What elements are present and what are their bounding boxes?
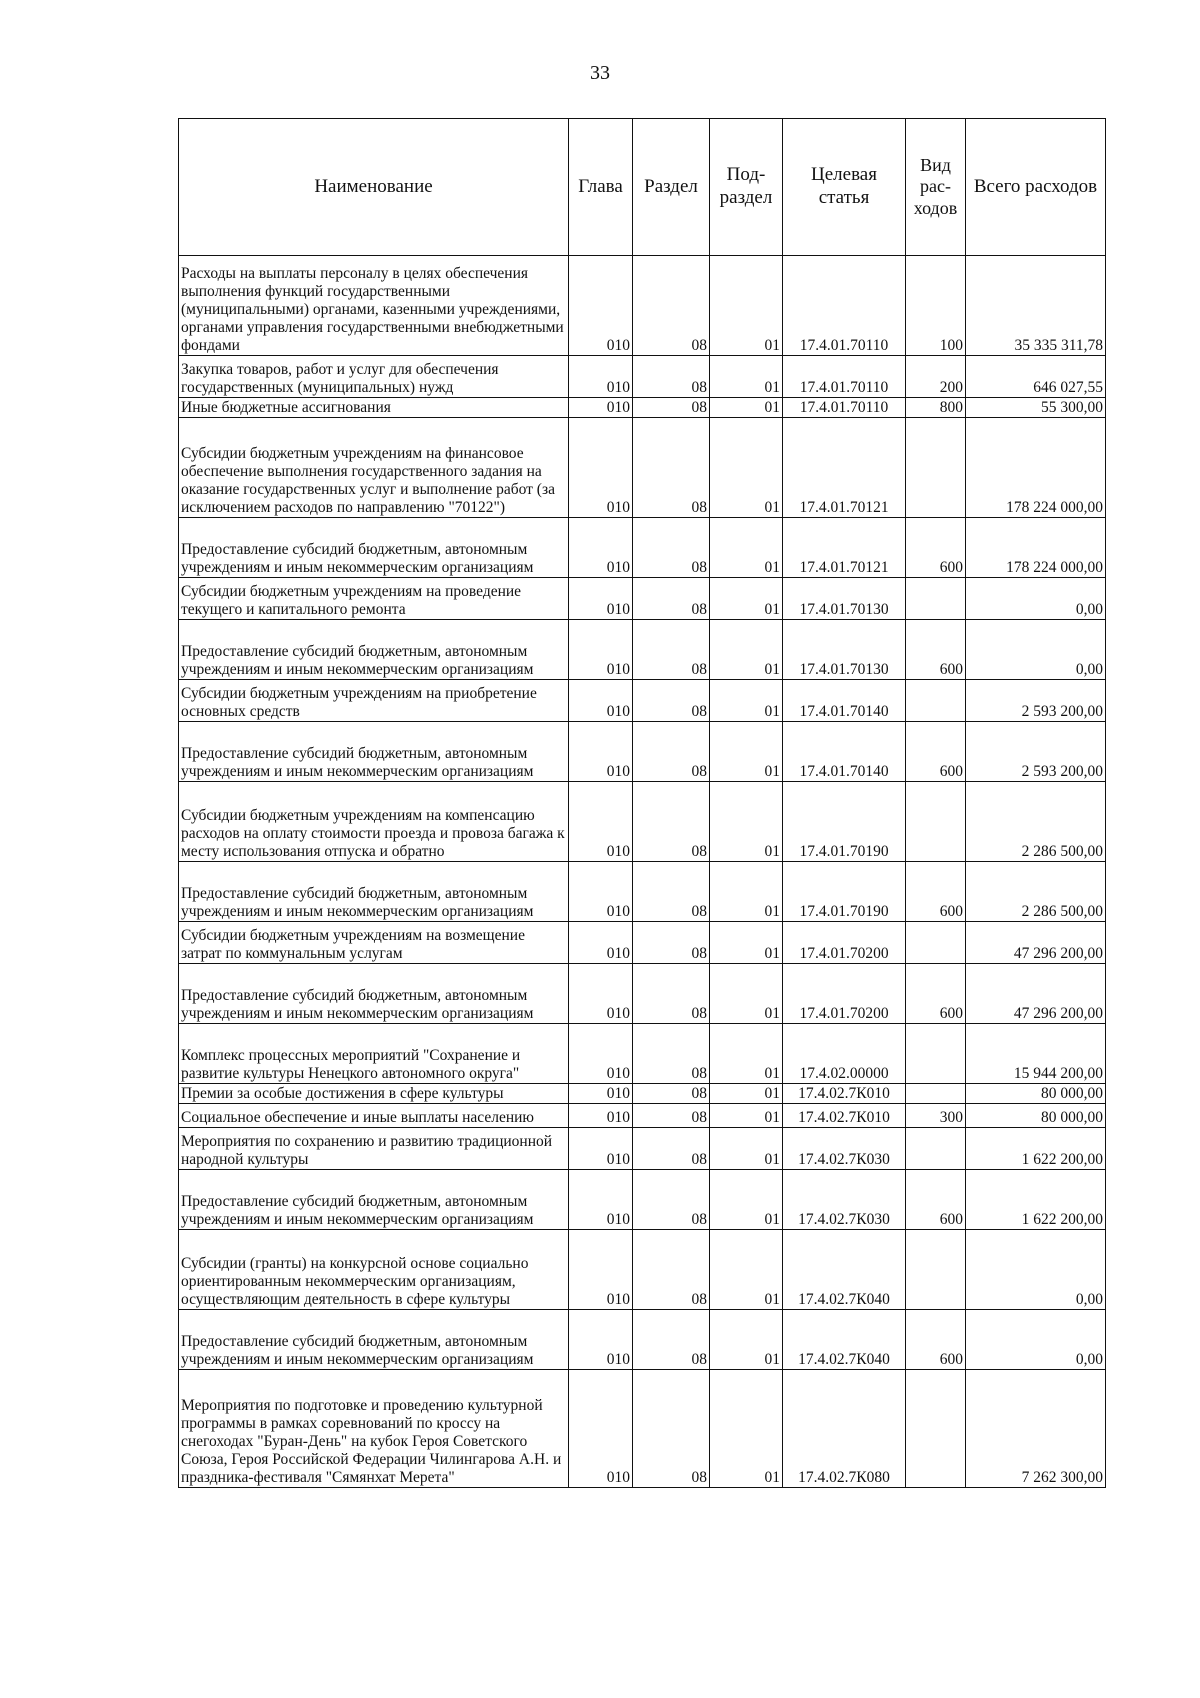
row-celevaya: 17.4.01.70140 [783, 680, 906, 722]
row-name: Закупка товаров, работ и услуг для обеспечения государственных (муниципальных) нужд [179, 356, 569, 398]
row-glava: 010 [569, 680, 633, 722]
row-podrazdel: 01 [710, 518, 783, 578]
row-total: 80 000,00 [966, 1104, 1106, 1128]
row-total: 1 622 200,00 [966, 1170, 1106, 1230]
row-celevaya: 17.4.02.7К010 [783, 1104, 906, 1128]
row-vid [906, 1024, 966, 1084]
row-glava: 010 [569, 964, 633, 1024]
row-celevaya: 17.4.01.70200 [783, 922, 906, 964]
row-total: 646 027,55 [966, 356, 1106, 398]
row-name: Субсидии (гранты) на конкурсной основе социально ориентированным некоммерческим организациям, осуществляющим деятельность в сфере культуры [179, 1230, 569, 1310]
row-podrazdel: 01 [710, 620, 783, 680]
table-row [179, 356, 1106, 398]
table-body [179, 256, 1106, 1488]
row-name: Субсидии бюджетным учреждениям на компенсацию расходов на оплату стоимости проезда и провоза багажа к месту использования отпуска и обратно [179, 782, 569, 862]
row-celevaya: 17.4.02.7К080 [783, 1370, 906, 1488]
row-celevaya: 17.4.01.70130 [783, 578, 906, 620]
row-razdel: 08 [633, 680, 710, 722]
row-name: Предоставление субсидий бюджетным, автономным учреждениям и иным некоммерческим организациям [179, 862, 569, 922]
row-podrazdel: 01 [710, 578, 783, 620]
row-name: Предоставление субсидий бюджетным, автономным учреждениям и иным некоммерческим организациям [179, 1170, 569, 1230]
row-celevaya: 17.4.01.70190 [783, 862, 906, 922]
row-vid [906, 1128, 966, 1170]
row-glava: 010 [569, 356, 633, 398]
row-vid: 800 [906, 398, 966, 418]
row-vid: 100 [906, 256, 966, 356]
table-row [179, 518, 1106, 578]
row-razdel: 08 [633, 922, 710, 964]
row-total: 1 622 200,00 [966, 1128, 1106, 1170]
row-podrazdel: 01 [710, 922, 783, 964]
row-name: Субсидии бюджетным учреждениям на возмещение затрат по коммунальным услугам [179, 922, 569, 964]
row-name: Субсидии бюджетным учреждениям на финансовое обеспечение выполнения государственного задания на оказание государственных услуг и выполнение работ (за исключением расходов по направлению "70122") [179, 418, 569, 518]
header-total: Всего расходов [966, 119, 1106, 256]
row-name: Комплекс процессных мероприятий "Сохранение и развитие культуры Ненецкого автономного округа" [179, 1024, 569, 1084]
row-glava: 010 [569, 922, 633, 964]
table-row [179, 922, 1106, 964]
row-name: Премии за особые достижения в сфере культуры [179, 1084, 569, 1104]
table-row [179, 1310, 1106, 1370]
row-razdel: 08 [633, 418, 710, 518]
row-vid: 600 [906, 862, 966, 922]
row-razdel: 08 [633, 782, 710, 862]
row-name: Субсидии бюджетным учреждениям на проведение текущего и капитального ремонта [179, 578, 569, 620]
header-podrazdel: Под- раздел [710, 119, 783, 256]
row-vid: 600 [906, 964, 966, 1024]
row-razdel: 08 [633, 1370, 710, 1488]
row-celevaya: 17.4.01.70121 [783, 418, 906, 518]
row-podrazdel: 01 [710, 964, 783, 1024]
row-name: Иные бюджетные ассигнования [179, 398, 569, 418]
row-glava: 010 [569, 1128, 633, 1170]
row-celevaya: 17.4.01.70110 [783, 356, 906, 398]
row-razdel: 08 [633, 1024, 710, 1084]
row-celevaya: 17.4.01.70200 [783, 964, 906, 1024]
row-name: Предоставление субсидий бюджетным, автономным учреждениям и иным некоммерческим организациям [179, 620, 569, 680]
row-total: 2 593 200,00 [966, 722, 1106, 782]
row-total: 35 335 311,78 [966, 256, 1106, 356]
row-name: Предоставление субсидий бюджетным, автономным учреждениям и иным некоммерческим организациям [179, 518, 569, 578]
row-total: 47 296 200,00 [966, 964, 1106, 1024]
row-glava: 010 [569, 1084, 633, 1104]
row-glava: 010 [569, 1104, 633, 1128]
row-razdel: 08 [633, 356, 710, 398]
row-vid: 600 [906, 722, 966, 782]
row-celevaya: 17.4.02.7К040 [783, 1310, 906, 1370]
row-name: Мероприятия по сохранению и развитию традиционной народной культуры [179, 1128, 569, 1170]
row-razdel: 08 [633, 1310, 710, 1370]
row-podrazdel: 01 [710, 398, 783, 418]
row-total: 0,00 [966, 1310, 1106, 1370]
row-glava: 010 [569, 1230, 633, 1310]
row-glava: 010 [569, 620, 633, 680]
row-total: 2 286 500,00 [966, 862, 1106, 922]
row-vid [906, 680, 966, 722]
table-row [179, 964, 1106, 1024]
row-total: 0,00 [966, 578, 1106, 620]
row-total: 15 944 200,00 [966, 1024, 1106, 1084]
row-celevaya: 17.4.02.00000 [783, 1024, 906, 1084]
row-total: 178 224 000,00 [966, 518, 1106, 578]
budget-table [178, 118, 1106, 1488]
row-name: Субсидии бюджетным учреждениям на приобретение основных средств [179, 680, 569, 722]
row-name: Предоставление субсидий бюджетным, автономным учреждениям и иным некоммерческим организациям [179, 1310, 569, 1370]
row-razdel: 08 [633, 1170, 710, 1230]
row-celevaya: 17.4.02.7К010 [783, 1084, 906, 1104]
row-celevaya: 17.4.01.70140 [783, 722, 906, 782]
header-glava: Глава [569, 119, 633, 256]
row-total: 0,00 [966, 1230, 1106, 1310]
row-razdel: 08 [633, 1128, 710, 1170]
row-glava: 010 [569, 1170, 633, 1230]
row-vid: 200 [906, 356, 966, 398]
row-razdel: 08 [633, 578, 710, 620]
row-glava: 010 [569, 256, 633, 356]
row-total: 2 593 200,00 [966, 680, 1106, 722]
row-celevaya: 17.4.02.7К040 [783, 1230, 906, 1310]
row-celevaya: 17.4.01.70110 [783, 398, 906, 418]
row-razdel: 08 [633, 398, 710, 418]
row-celevaya: 17.4.02.7К030 [783, 1128, 906, 1170]
row-total: 7 262 300,00 [966, 1370, 1106, 1488]
row-razdel: 08 [633, 620, 710, 680]
row-podrazdel: 01 [710, 680, 783, 722]
row-vid [906, 1084, 966, 1104]
row-total: 178 224 000,00 [966, 418, 1106, 518]
row-glava: 010 [569, 1024, 633, 1084]
row-celevaya: 17.4.02.7К030 [783, 1170, 906, 1230]
table-row [179, 578, 1106, 620]
row-total: 0,00 [966, 620, 1106, 680]
row-razdel: 08 [633, 862, 710, 922]
row-name: Расходы на выплаты персоналу в целях обеспечения выполнения функций государственными (муниципальными) органами, казенными учреждениями, органами управления государственными внебюджетными фондами [179, 256, 569, 356]
row-celevaya: 17.4.01.70130 [783, 620, 906, 680]
row-razdel: 08 [633, 1104, 710, 1128]
table-row [179, 398, 1106, 418]
row-razdel: 08 [633, 964, 710, 1024]
row-total: 2 286 500,00 [966, 782, 1106, 862]
row-glava: 010 [569, 862, 633, 922]
row-glava: 010 [569, 418, 633, 518]
row-podrazdel: 01 [710, 1128, 783, 1170]
row-total: 80 000,00 [966, 1084, 1106, 1104]
row-name: Мероприятия по подготовке и проведению культурной программы в рамках соревнований по кроссу на снегоходах "Буран-День" на кубок Героя Советского Союза, Героя Российской Федерации Чилингарова А.Н. и праздника-фестиваля "Сямянхат Мерета" [179, 1370, 569, 1488]
row-podrazdel: 01 [710, 256, 783, 356]
row-razdel: 08 [633, 1084, 710, 1104]
row-glava: 010 [569, 578, 633, 620]
header-razdel: Раздел [633, 119, 710, 256]
row-vid [906, 922, 966, 964]
row-name: Предоставление субсидий бюджетным, автономным учреждениям и иным некоммерческим организациям [179, 964, 569, 1024]
row-podrazdel: 01 [710, 722, 783, 782]
table-row [179, 256, 1106, 356]
row-glava: 010 [569, 398, 633, 418]
row-name: Социальное обеспечение и иные выплаты населению [179, 1104, 569, 1128]
row-total: 55 300,00 [966, 398, 1106, 418]
row-celevaya: 17.4.01.70110 [783, 256, 906, 356]
table-row [179, 620, 1106, 680]
row-vid [906, 782, 966, 862]
row-vid: 600 [906, 1310, 966, 1370]
table-row [179, 1230, 1106, 1310]
row-vid: 300 [906, 1104, 966, 1128]
table-row [179, 1084, 1106, 1104]
table-row [179, 1370, 1106, 1488]
row-razdel: 08 [633, 1230, 710, 1310]
row-razdel: 08 [633, 722, 710, 782]
header-name: Наименование [179, 119, 569, 256]
row-total: 47 296 200,00 [966, 922, 1106, 964]
row-podrazdel: 01 [710, 1370, 783, 1488]
row-podrazdel: 01 [710, 1310, 783, 1370]
row-glava: 010 [569, 1310, 633, 1370]
row-glava: 010 [569, 518, 633, 578]
table-row [179, 680, 1106, 722]
row-podrazdel: 01 [710, 782, 783, 862]
header-vid: Вид рас- ходов [906, 119, 966, 256]
row-vid [906, 1370, 966, 1488]
row-vid [906, 578, 966, 620]
row-celevaya: 17.4.01.70190 [783, 782, 906, 862]
row-vid [906, 418, 966, 518]
row-podrazdel: 01 [710, 1104, 783, 1128]
row-podrazdel: 01 [710, 1170, 783, 1230]
row-podrazdel: 01 [710, 862, 783, 922]
row-podrazdel: 01 [710, 1024, 783, 1084]
page-number: 33 [590, 62, 610, 84]
row-vid: 600 [906, 518, 966, 578]
row-glava: 010 [569, 722, 633, 782]
row-podrazdel: 01 [710, 1084, 783, 1104]
table-row [179, 722, 1106, 782]
row-razdel: 08 [633, 518, 710, 578]
row-vid [906, 1230, 966, 1310]
row-glava: 010 [569, 1370, 633, 1488]
header-celevaya: Целевая статья [783, 119, 906, 256]
row-celevaya: 17.4.01.70121 [783, 518, 906, 578]
row-glava: 010 [569, 782, 633, 862]
row-razdel: 08 [633, 256, 710, 356]
row-name: Предоставление субсидий бюджетным, автономным учреждениям и иным некоммерческим организациям [179, 722, 569, 782]
table-row [179, 782, 1106, 862]
row-podrazdel: 01 [710, 418, 783, 518]
row-vid: 600 [906, 1170, 966, 1230]
table-row [179, 1170, 1106, 1230]
header-row [179, 119, 1106, 256]
row-vid: 600 [906, 620, 966, 680]
table-row [179, 862, 1106, 922]
table-row [179, 1104, 1106, 1128]
table-row [179, 1024, 1106, 1084]
row-podrazdel: 01 [710, 1230, 783, 1310]
row-podrazdel: 01 [710, 356, 783, 398]
table-row [179, 1128, 1106, 1170]
table-row [179, 418, 1106, 518]
